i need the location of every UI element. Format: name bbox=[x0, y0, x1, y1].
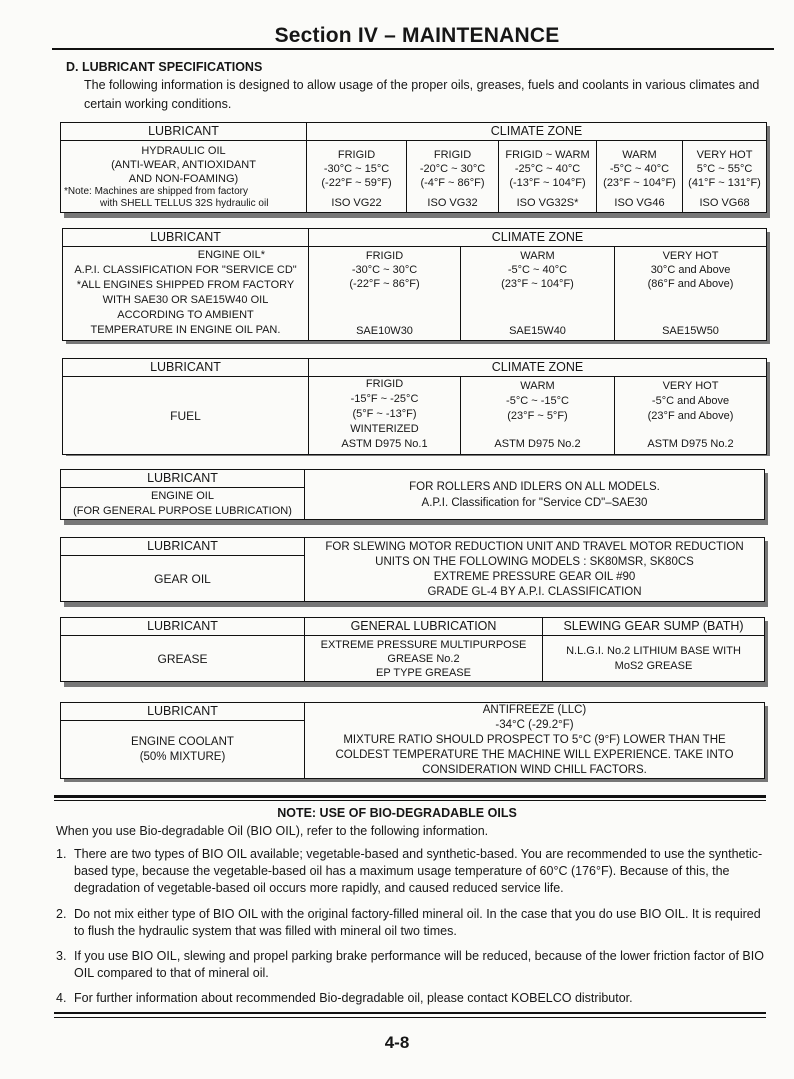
climate-zone-header: CLIMATE ZONE bbox=[309, 229, 767, 247]
list-text: For further information about recommended Bio-degradable oil, please contact KOBELCO distributor. bbox=[74, 991, 633, 1005]
zone-celsius: -15°F ~ -25°C bbox=[350, 393, 419, 405]
zone-fahrenheit: (23°F and Above) bbox=[647, 410, 734, 422]
footer-rule bbox=[54, 1012, 766, 1014]
lubricant-header: LUBRICANT bbox=[61, 123, 307, 141]
zone-name: VERY HOT bbox=[662, 380, 719, 392]
zone-cell bbox=[461, 377, 615, 455]
spec-line: FOR SLEWING MOTOR REDUCTION UNIT AND TRAVEL MOTOR REDUCTION bbox=[325, 540, 744, 553]
zone-celsius: -5°C ~ 40°C bbox=[609, 163, 670, 175]
zone-celsius: -30°C ~ 30°C bbox=[351, 264, 418, 276]
lubricant-line: HYDRAULIC OIL bbox=[141, 145, 226, 157]
lubricant-header: LUBRICANT bbox=[63, 229, 309, 247]
lubricant-cell bbox=[61, 141, 307, 213]
spec-line: EXTREME PRESSURE MULTIPURPOSE bbox=[320, 638, 527, 651]
zone-extra: WINTERIZED bbox=[350, 423, 419, 435]
lubricant-line: WITH SAE30 OR SAE15W40 OIL bbox=[102, 294, 269, 306]
intro-text: The following information is designed to allow usage of the proper oils, greases, fuels and coolants in various climates and certain working conditions. bbox=[84, 78, 760, 111]
lubricant-header: LUBRICANT bbox=[63, 359, 309, 377]
separator-rule bbox=[54, 795, 766, 798]
spec-line: N.L.G.I. No.2 LITHIUM BASE WITH bbox=[566, 644, 741, 657]
note-intro: When you use Bio-degradable Oil (BIO OIL), refer to the following information. bbox=[56, 824, 489, 838]
list-text: If you use BIO OIL, slewing and propel parking brake performance will be reduced, because of the lower friction factor of BIO OIL compared to that of mineral oil. bbox=[74, 949, 764, 980]
lubricant-header: LUBRICANT bbox=[61, 470, 305, 488]
zone-name: FRIGID ~ WARM bbox=[505, 149, 590, 161]
page-title: Section IV – MAINTENANCE bbox=[274, 24, 560, 47]
slewing-sump-header: SLEWING GEAR SUMP (BATH) bbox=[543, 618, 765, 636]
lubricant-line: (ANTI-WEAR, ANTIOXIDANT bbox=[111, 159, 256, 171]
zone-grade: ISO VG68 bbox=[699, 197, 750, 209]
list-number: 1. bbox=[56, 847, 67, 861]
zone-fahrenheit: (41°F ~ 131°F) bbox=[688, 177, 761, 189]
lubricant-line: AND NON-FOAMING) bbox=[128, 173, 239, 185]
zone-fahrenheit: (23°F ~ 104°F) bbox=[603, 177, 676, 189]
zone-celsius: -5°C and Above bbox=[651, 395, 730, 407]
section-heading: D. LUBRICANT SPECIFICATIONS bbox=[66, 60, 263, 74]
spec-line: UNITS ON THE FOLLOWING MODELS : SK80MSR, SK80CS bbox=[375, 555, 694, 568]
fuel-table bbox=[62, 358, 767, 455]
zone-name: VERY HOT bbox=[696, 149, 753, 161]
zone-name: VERY HOT bbox=[662, 250, 719, 262]
spec-line: GRADE GL-4 BY A.P.I. CLASSIFICATION bbox=[427, 585, 642, 598]
lubricant-line: ENGINE OIL* bbox=[197, 249, 265, 261]
lubricant-cell bbox=[61, 721, 305, 779]
lubricant-cell: FUEL bbox=[63, 377, 309, 455]
zone-name: FRIGID bbox=[337, 149, 376, 161]
zone-grade: ASTM D975 No.2 bbox=[494, 438, 581, 450]
spec-line: MIXTURE RATIO SHOULD PROSPECT TO 5°C (9°F) LOWER THAN THE bbox=[343, 734, 726, 746]
general-lubrication-header: GENERAL LUBRICATION bbox=[305, 618, 543, 636]
zone-celsius: 5°C ~ 55°C bbox=[696, 163, 753, 175]
zone-cell bbox=[309, 247, 461, 341]
zone-grade: ASTM D975 No.1 bbox=[341, 438, 428, 450]
zone-celsius: -30°C ~ 15°C bbox=[323, 163, 390, 175]
lubricant-cell: GREASE bbox=[61, 636, 305, 682]
list-number: 4. bbox=[56, 991, 67, 1005]
spec-line: GREASE No.2 bbox=[387, 652, 460, 665]
list-number: 3. bbox=[56, 949, 67, 963]
note-list-item bbox=[56, 990, 768, 1007]
zone-name: FRIGID bbox=[365, 378, 404, 390]
spec-line: -34°C (-29.2°F) bbox=[495, 719, 574, 731]
list-number: 2. bbox=[56, 907, 67, 921]
zone-grade: ISO VG22 bbox=[331, 197, 382, 209]
zone-cell bbox=[309, 377, 461, 455]
spec-line: ANTIFREEZE (LLC) bbox=[482, 704, 587, 716]
note-list-item bbox=[56, 906, 768, 940]
zone-grade: ISO VG32S* bbox=[516, 197, 579, 209]
zone-fahrenheit: (-13°F ~ 104°F) bbox=[509, 177, 586, 189]
lubricant-header: LUBRICANT bbox=[61, 703, 305, 721]
zone-cell bbox=[307, 141, 407, 213]
spec-line: EP TYPE GREASE bbox=[376, 666, 471, 679]
zone-cell bbox=[597, 141, 683, 213]
spec-line: FOR ROLLERS AND IDLERS ON ALL MODELS. bbox=[409, 480, 660, 493]
spec-cell bbox=[305, 703, 765, 779]
list-text: There are two types of BIO OIL available; vegetable-based and synthetic-based. You are recommended to use the synthetic-based type, because the vegetable-based oil has a maximum usage temperature of 60°C (176°F). Because of this, the degradation of vegetable-based oil occurs more rapidly, and caused reduced service life. bbox=[74, 847, 763, 895]
note-list-item bbox=[56, 948, 768, 982]
zone-celsius: 30°C and Above bbox=[650, 264, 731, 276]
slewing-sump-cell bbox=[543, 636, 765, 682]
climate-zone-header: CLIMATE ZONE bbox=[309, 359, 767, 377]
zone-fahrenheit: (-4°F ~ 86°F) bbox=[420, 177, 485, 189]
lubricant-line: *ALL ENGINES SHIPPED FROM FACTORY bbox=[76, 279, 295, 291]
zone-celsius: -5°C ~ -15°C bbox=[506, 395, 569, 407]
zone-cell bbox=[615, 247, 767, 341]
lubricant-line: (FOR GENERAL PURPOSE LUBRICATION) bbox=[73, 504, 292, 517]
engine-oil-general-table bbox=[60, 469, 765, 520]
spec-line: CONSIDERATION WIND CHILL FACTORS. bbox=[422, 764, 647, 776]
lubricant-line: (50% MIXTURE) bbox=[139, 750, 226, 763]
lubricant-cell bbox=[63, 247, 309, 341]
zone-celsius: -20°C ~ 30°C bbox=[419, 163, 486, 175]
coolant-table bbox=[60, 702, 765, 779]
zone-fahrenheit: (5°F ~ -13°F) bbox=[352, 408, 417, 420]
lubricant-line: ENGINE COOLANT bbox=[131, 735, 234, 748]
zone-name: WARM bbox=[520, 380, 555, 392]
climate-zone-header: CLIMATE ZONE bbox=[307, 123, 767, 141]
zone-cell bbox=[615, 377, 767, 455]
note-list-item bbox=[56, 846, 768, 897]
note-title: NOTE: USE OF BIO-DEGRADABLE OILS bbox=[277, 806, 517, 820]
zone-cell bbox=[683, 141, 767, 213]
zone-fahrenheit: (-22°F ~ 86°F) bbox=[349, 278, 420, 290]
zone-name: WARM bbox=[520, 250, 555, 262]
lubricant-line: ACCORDING TO AMBIENT bbox=[117, 309, 254, 321]
zone-grade: ISO VG46 bbox=[614, 197, 665, 209]
zone-grade: SAE10W30 bbox=[356, 325, 413, 337]
grease-table bbox=[60, 617, 765, 682]
zone-name: WARM bbox=[622, 149, 657, 161]
footer-rule bbox=[54, 1017, 766, 1018]
spec-cell bbox=[305, 538, 765, 602]
zone-name: FRIGID bbox=[433, 149, 472, 161]
spec-line: COLDEST TEMPERATURE THE MACHINE WILL EXPERIENCE. TAKE INTO bbox=[335, 749, 734, 761]
zone-fahrenheit: (-22°F ~ 59°F) bbox=[321, 177, 392, 189]
zone-cell bbox=[407, 141, 499, 213]
lubricant-line: TEMPERATURE IN ENGINE OIL PAN. bbox=[90, 324, 281, 336]
zone-cell bbox=[499, 141, 597, 213]
zone-grade: SAE15W40 bbox=[509, 325, 566, 337]
zone-fahrenheit: (23°F ~ 104°F) bbox=[501, 278, 574, 290]
gear-oil-table bbox=[60, 537, 765, 602]
list-text: Do not mix either type of BIO OIL with the original factory-filled mineral oil. In the case that you do use BIO OIL. It is required to flush the hydraulic system that was filled with mineral oil two times. bbox=[74, 907, 761, 938]
zone-celsius: -5°C ~ 40°C bbox=[507, 264, 568, 276]
zone-celsius: -25°C ~ 40°C bbox=[514, 163, 581, 175]
factory-note: with SHELL TELLUS 32S hydraulic oil bbox=[100, 198, 269, 209]
engine-oil-table bbox=[62, 228, 767, 341]
zone-grade: ISO VG32 bbox=[427, 197, 478, 209]
factory-note: *Note: Machines are shipped from factory bbox=[64, 186, 248, 197]
zone-fahrenheit: (23°F ~ 5°F) bbox=[507, 410, 568, 422]
lubricant-line: A.P.I. CLASSIFICATION FOR "SERVICE CD" bbox=[74, 264, 297, 276]
zone-cell bbox=[461, 247, 615, 341]
lubricant-header: LUBRICANT bbox=[61, 538, 305, 556]
title-rule bbox=[52, 48, 774, 50]
lubricant-cell: GEAR OIL bbox=[61, 556, 305, 602]
lubricant-cell bbox=[61, 488, 305, 520]
zone-grade: ASTM D975 No.2 bbox=[647, 438, 734, 450]
zone-name: FRIGID bbox=[365, 250, 404, 262]
spec-cell bbox=[305, 470, 765, 520]
spec-line: A.P.I. Classification for "Service CD"–SAE30 bbox=[421, 496, 648, 509]
spec-line: EXTREME PRESSURE GEAR OIL #90 bbox=[433, 570, 636, 583]
lubricant-line: ENGINE OIL bbox=[151, 489, 214, 502]
page-number: 4-8 bbox=[384, 1033, 410, 1052]
separator-rule bbox=[54, 800, 766, 801]
lubricant-header: LUBRICANT bbox=[61, 618, 305, 636]
spec-line: MoS2 GREASE bbox=[614, 659, 693, 672]
general-lubrication-cell bbox=[305, 636, 543, 682]
zone-fahrenheit: (86°F and Above) bbox=[647, 278, 734, 290]
hydraulic-oil-table bbox=[60, 122, 767, 213]
zone-grade: SAE15W50 bbox=[662, 325, 719, 337]
